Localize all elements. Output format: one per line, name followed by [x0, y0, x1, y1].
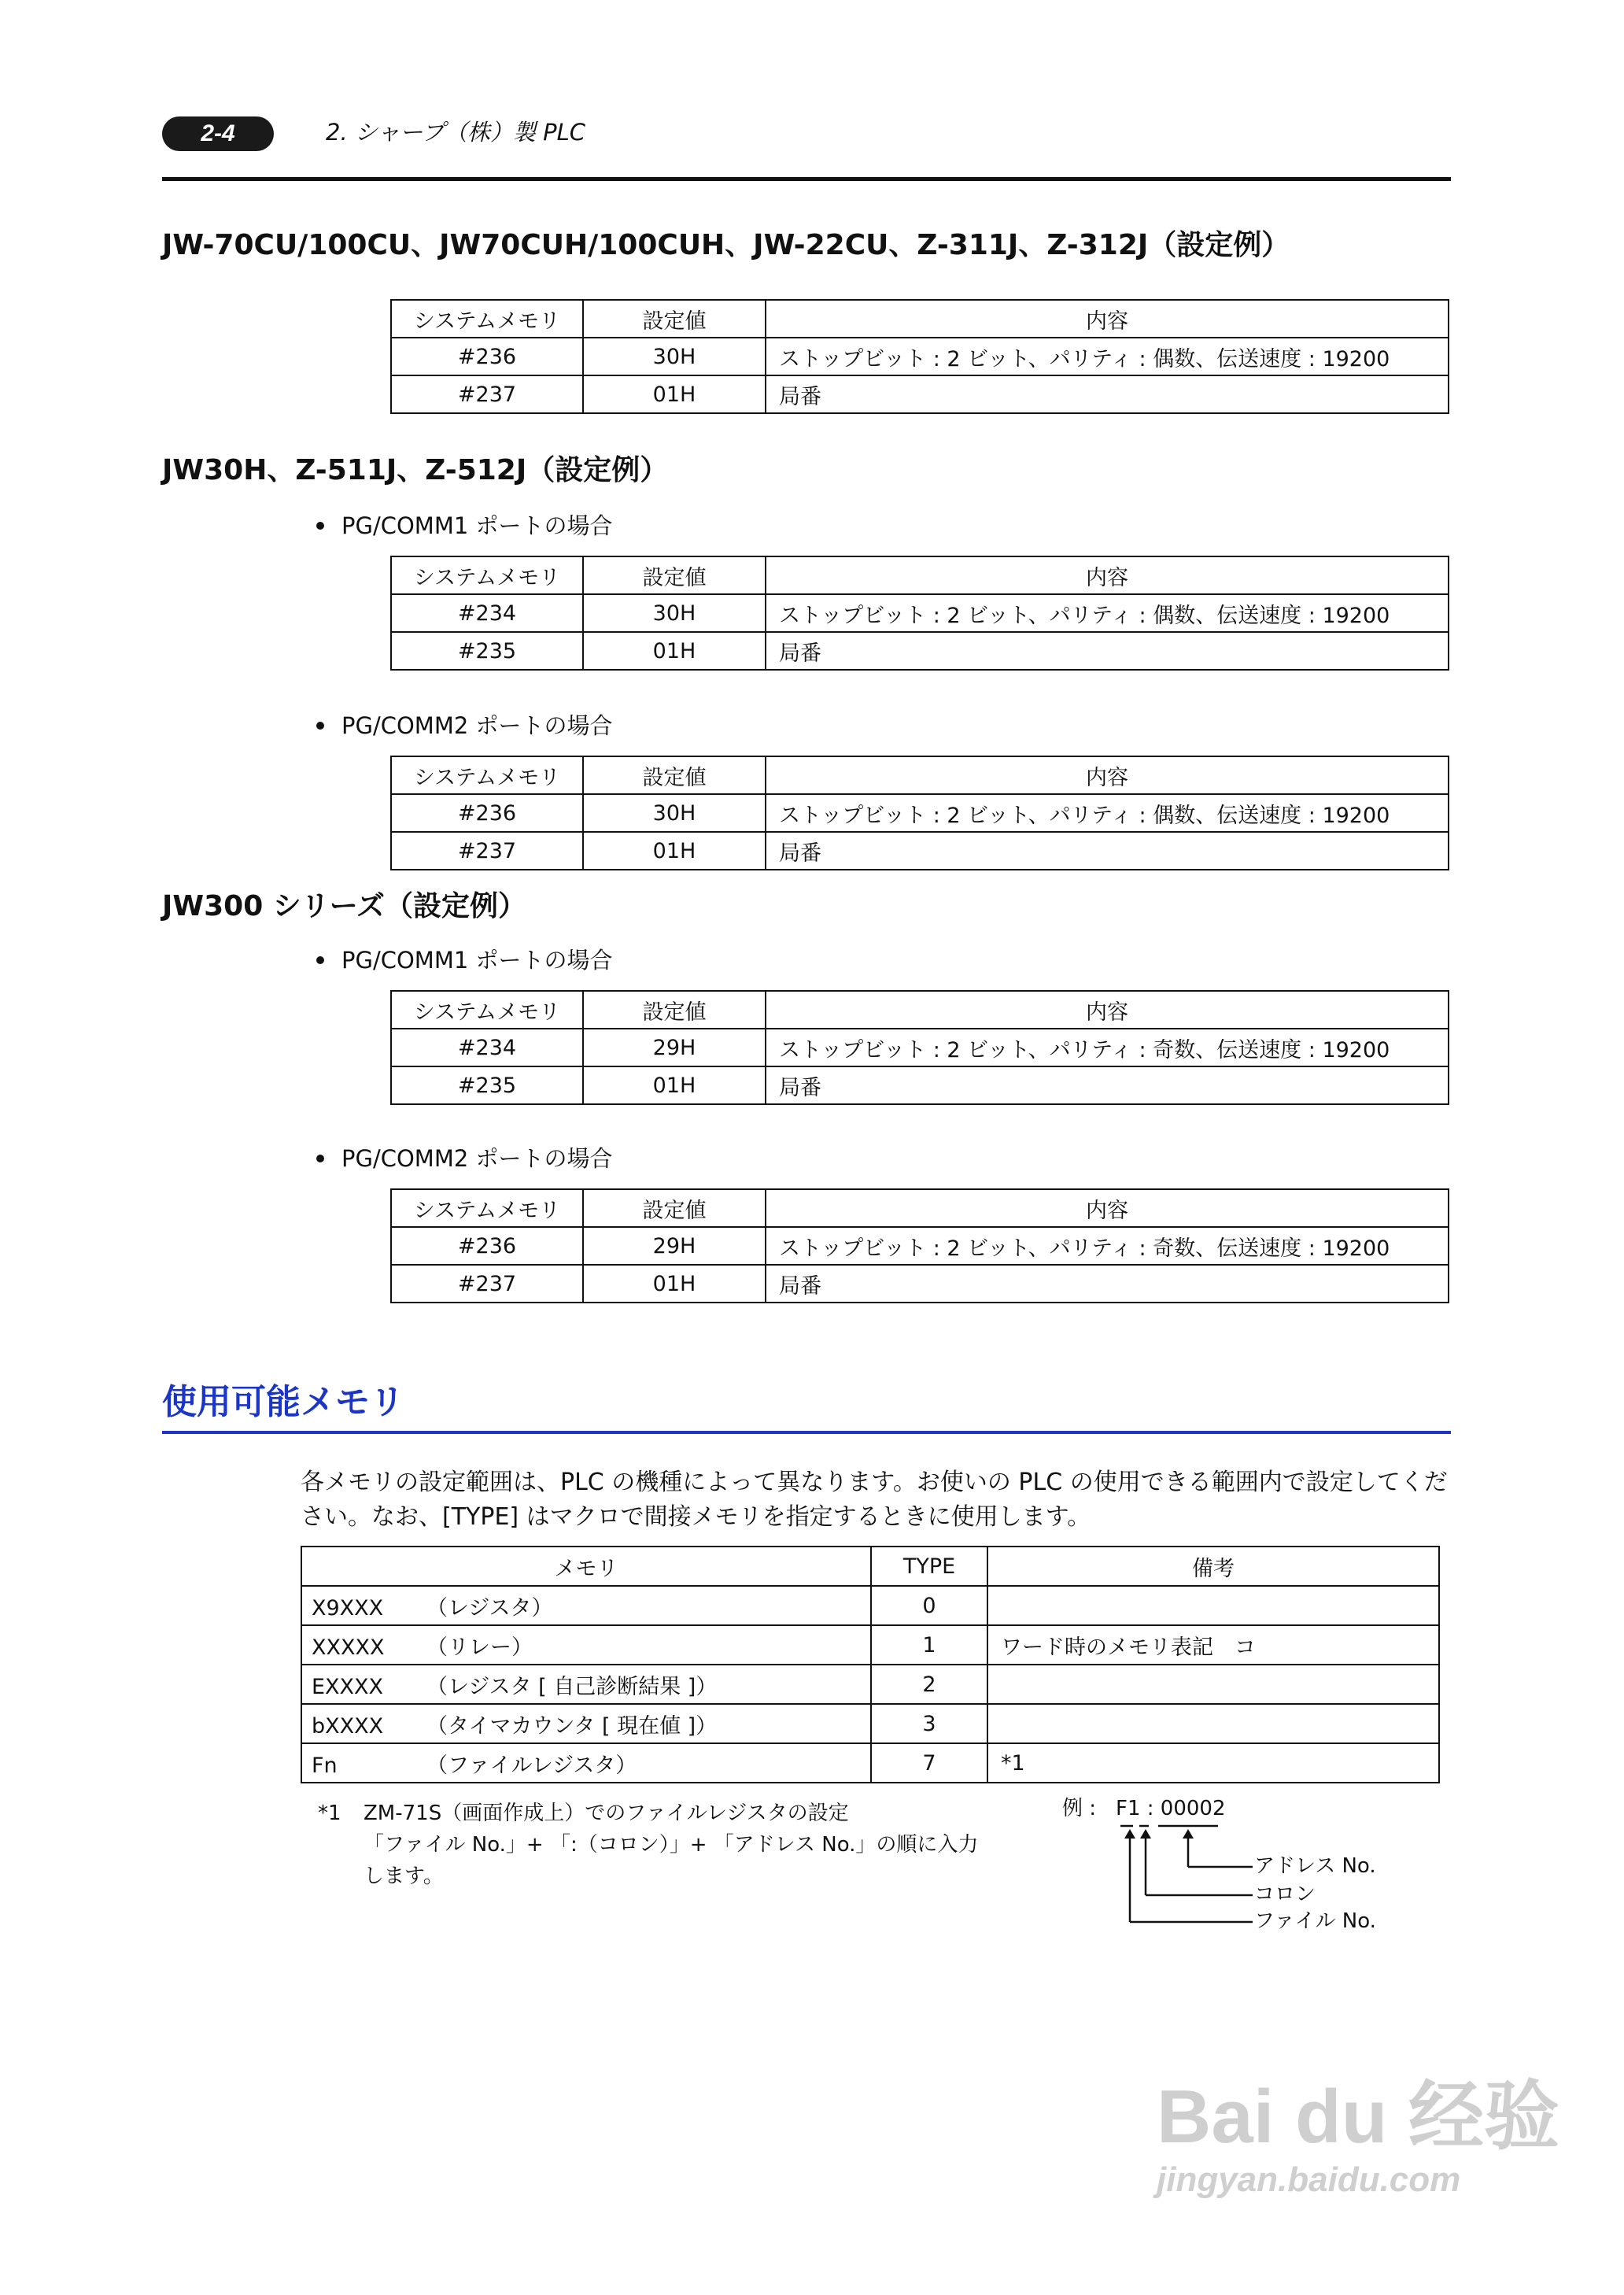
bullet-label: PG/COMM1 ポートの場合: [341, 512, 613, 539]
table-cell: #237: [391, 1265, 583, 1303]
memory-code: XXXXX: [312, 1635, 385, 1660]
example-label-address: アドレス No.: [1254, 1854, 1376, 1878]
table-row: [391, 375, 1449, 413]
table-row: [391, 1265, 1449, 1303]
table-cell: *1: [987, 1743, 1439, 1783]
table-cell: 局番: [766, 1066, 1449, 1104]
header-cell: メモリ: [301, 1547, 871, 1586]
header-cell: 内容: [766, 991, 1449, 1029]
table-cell: ストップビット : 2 ビット、パリティ : 偶数、伝送速度 : 19200: [766, 794, 1449, 832]
footnote-mark: *1: [318, 1802, 341, 1825]
memory-code: EXXXX: [312, 1674, 384, 1699]
table-row: [391, 632, 1449, 670]
example-label-file: ファイル No.: [1254, 1909, 1376, 1933]
header-cell: システムメモリ: [391, 300, 583, 338]
footnote-line: ZM-71S（画面作成上）でのファイルレジスタの設定: [364, 1802, 849, 1825]
footnote-line: 「ファイル No.」+ 「:（コロン）」+ 「アドレス No.」の順に入力: [364, 1833, 979, 1857]
table-cell: ストップビット : 2 ビット、パリティ : 奇数、伝送速度 : 19200: [766, 1029, 1449, 1066]
section-heading-jw300: JW300 シリーズ（設定例）: [162, 890, 526, 922]
settings-table-jw300-comm1: [390, 990, 1449, 1105]
table-cell: [987, 1586, 1439, 1625]
usable-memory-heading: 使用可能メモリ: [162, 1382, 404, 1422]
table-header-row: [301, 1547, 1439, 1586]
table-row: [301, 1625, 1439, 1665]
table-row: [391, 1066, 1449, 1104]
bullet-label: PG/COMM2 ポートの場合: [341, 1145, 613, 1172]
bullet-pg-comm1: [316, 944, 613, 976]
table-header-row: [391, 756, 1449, 794]
memory-description: 各メモリの設定範囲は、PLC の機種によって異なります。お使いの PLC の使用できる範囲内で設定してください。なお、[TYPE] はマクロで間接メモリを指定するときに使用します。: [301, 1469, 1448, 1531]
bullet-dot: [316, 722, 324, 730]
example-value: F1 : 00002: [1116, 1797, 1226, 1820]
bullet-label: PG/COMM2 ポートの場合: [341, 712, 613, 739]
footnote-line: します。: [364, 1864, 444, 1888]
table-cell: 30H: [583, 594, 766, 632]
bullet-dot: [316, 522, 324, 530]
table-cell: 局番: [766, 1265, 1449, 1303]
table-cell: [301, 1704, 871, 1743]
example-pointer-diagram: [1102, 1810, 1259, 1936]
table-cell: 01H: [583, 1066, 766, 1104]
bullet-pg-comm1: [316, 510, 613, 541]
table-cell: [301, 1586, 871, 1625]
table-row: [391, 1227, 1449, 1265]
table-cell: #237: [391, 375, 583, 413]
header-cell: システムメモリ: [391, 991, 583, 1029]
table-cell: 01H: [583, 1265, 766, 1303]
header-cell: 内容: [766, 756, 1449, 794]
table-header-row: [391, 991, 1449, 1029]
table-cell: #234: [391, 594, 583, 632]
chapter-title: 2. シャープ（株）製 PLC: [326, 119, 585, 146]
bullet-dot: [316, 1155, 324, 1162]
memory-desc: （タイマカウンタ [ 現在値 ]）: [426, 1713, 718, 1739]
section-heading-jw70cu: JW-70CU/100CU、JW70CUH/100CUH、JW-22CU、Z-311J、Z-312J（設定例）: [162, 229, 1290, 261]
table-cell: 3: [871, 1704, 987, 1743]
header-cell: システムメモリ: [391, 756, 583, 794]
page-number-badge: 2-4: [162, 116, 274, 151]
settings-table-jw300-comm2: [390, 1188, 1449, 1303]
bullet-pg-comm2: [316, 1143, 613, 1174]
memory-desc: （ファイルレジスタ）: [426, 1753, 637, 1778]
header-cell: 設定値: [583, 1189, 766, 1227]
table-cell: [301, 1625, 871, 1665]
heading-rule: [162, 1431, 1451, 1434]
settings-table-jw30h-comm1: [390, 556, 1449, 671]
table-row: [391, 794, 1449, 832]
table-cell: #236: [391, 1227, 583, 1265]
settings-table-jw30h-comm2: [390, 756, 1449, 870]
table-cell: ストップビット : 2 ビット、パリティ : 偶数、伝送速度 : 19200: [766, 594, 1449, 632]
memory-table: [301, 1546, 1440, 1783]
table-cell: #234: [391, 1029, 583, 1066]
table-cell: #237: [391, 832, 583, 870]
header-cell: 内容: [766, 300, 1449, 338]
memory-code: Fn: [312, 1753, 338, 1778]
header-cell: システムメモリ: [391, 556, 583, 594]
memory-code: X9XXX: [312, 1595, 384, 1621]
table-cell: 01H: [583, 632, 766, 670]
table-cell: ワード時のメモリ表記 コ: [987, 1625, 1439, 1665]
table-row: [391, 1029, 1449, 1066]
table-header-row: [391, 300, 1449, 338]
header-cell: 内容: [766, 1189, 1449, 1227]
table-cell: #235: [391, 1066, 583, 1104]
baidu-watermark: [1157, 2075, 1560, 2204]
table-cell: 29H: [583, 1227, 766, 1265]
memory-desc: （レジスタ [ 自己診断結果 ]）: [426, 1674, 718, 1699]
watermark-logo-text: Bai du 经验: [1157, 2075, 1560, 2159]
header-cell: システムメモリ: [391, 1189, 583, 1227]
header-cell: 備考: [987, 1547, 1439, 1586]
header-cell: 設定値: [583, 756, 766, 794]
table-cell: 局番: [766, 632, 1449, 670]
table-cell: 2: [871, 1665, 987, 1704]
example-label-colon: コロン: [1254, 1883, 1316, 1906]
header-cell: TYPE: [871, 1547, 987, 1586]
table-cell: [987, 1665, 1439, 1704]
table-cell: 01H: [583, 832, 766, 870]
settings-table-jw70cu: [390, 299, 1449, 414]
example-label: 例 :: [1062, 1797, 1097, 1820]
table-row: [301, 1665, 1439, 1704]
memory-desc: （レジスタ）: [426, 1595, 553, 1621]
table-cell: 30H: [583, 338, 766, 375]
header-cell: 内容: [766, 556, 1449, 594]
table-cell: 01H: [583, 375, 766, 413]
bullet-pg-comm2: [316, 710, 613, 741]
section-heading-jw30h: JW30H、Z-511J、Z-512J（設定例）: [162, 454, 669, 486]
table-row: [391, 832, 1449, 870]
header-cell: 設定値: [583, 300, 766, 338]
table-cell: 1: [871, 1625, 987, 1665]
table-cell: 0: [871, 1586, 987, 1625]
table-cell: ストップビット : 2 ビット、パリティ : 奇数、伝送速度 : 19200: [766, 1227, 1449, 1265]
header-rule: [162, 177, 1451, 181]
table-cell: 局番: [766, 832, 1449, 870]
table-cell: 30H: [583, 794, 766, 832]
table-row: [301, 1743, 1439, 1783]
table-cell: [301, 1743, 871, 1783]
table-cell: #235: [391, 632, 583, 670]
footnote-text: [364, 1798, 1009, 1892]
memory-code: bXXXX: [312, 1713, 384, 1739]
bullet-label: PG/COMM1 ポートの場合: [341, 947, 613, 974]
table-cell: 7: [871, 1743, 987, 1783]
table-row: [301, 1704, 1439, 1743]
table-cell: #236: [391, 338, 583, 375]
watermark-url: jingyan.baidu.com: [1157, 2160, 1461, 2199]
table-cell: [301, 1665, 871, 1704]
table-header-row: [391, 1189, 1449, 1227]
table-cell: [987, 1704, 1439, 1743]
header-cell: 設定値: [583, 991, 766, 1029]
header-cell: 設定値: [583, 556, 766, 594]
table-cell: 局番: [766, 375, 1449, 413]
memory-desc: （リレー）: [426, 1635, 533, 1660]
table-cell: ストップビット : 2 ビット、パリティ : 偶数、伝送速度 : 19200: [766, 338, 1449, 375]
table-row: [391, 594, 1449, 632]
table-cell: #236: [391, 794, 583, 832]
table-row: [391, 338, 1449, 375]
table-cell: 29H: [583, 1029, 766, 1066]
bullet-dot: [316, 956, 324, 964]
table-row: [301, 1586, 1439, 1625]
table-header-row: [391, 556, 1449, 594]
